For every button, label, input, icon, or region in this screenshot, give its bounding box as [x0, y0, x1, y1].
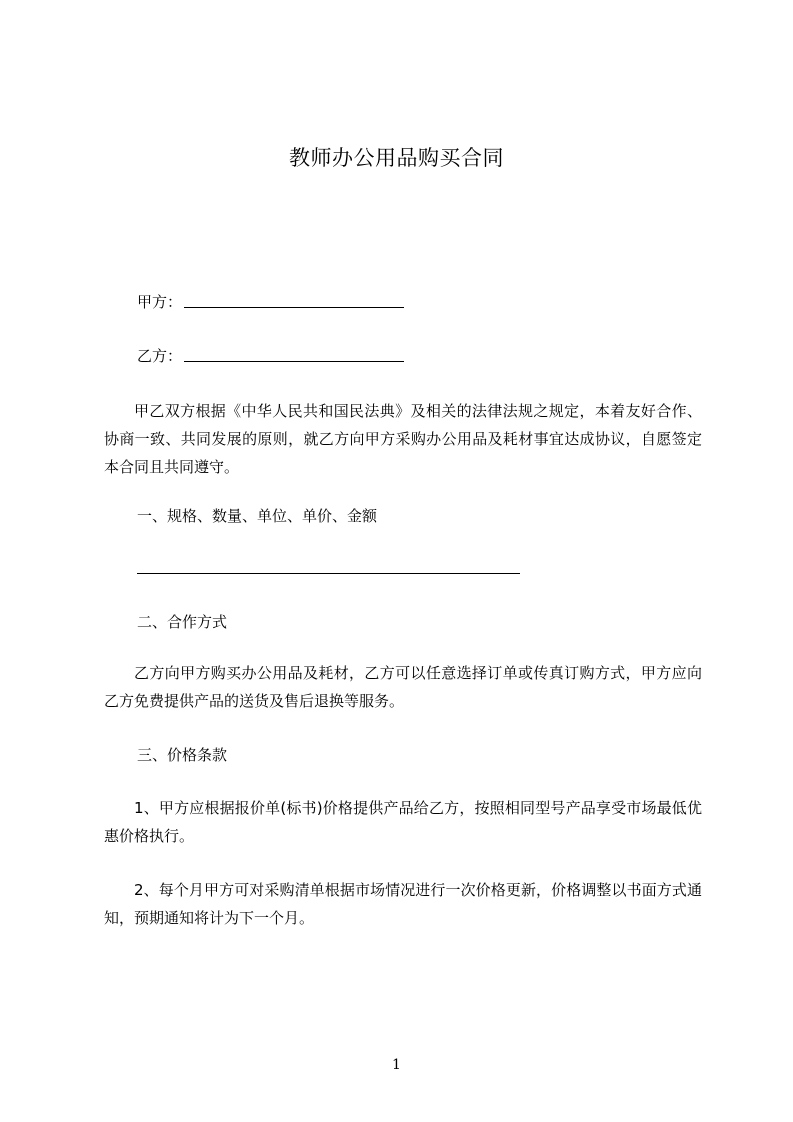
section3-item-1: 1、甲方应根据报价单(标书)价格提供产品给乙方，按照相同型号产品享受市场最低优惠价格执行。	[104, 799, 702, 845]
party-a-line	[137, 291, 404, 313]
party-a-label: 甲方：	[137, 293, 183, 311]
party-b-blank	[184, 345, 404, 362]
page-number: 1	[392, 1057, 401, 1073]
intro-paragraph: 甲乙双方根据《中华人民共和国民法典》及相关的法律法规之规定，本着友好合作、协商一致、共同发展的原则，就乙方向甲方采购办公用品及耗材事宜达成协议，自愿签定本合同且共同遵守。	[104, 402, 702, 476]
section2-paragraph: 乙方向甲方购买办公用品及耗材，乙方可以任意选择订单或传真订购方式，甲方应向乙方免费提供产品的送货及售后退换等服务。	[104, 664, 702, 710]
section3-heading: 三、价格条款	[137, 746, 228, 764]
section3-item-2: 2、每个月甲方可对采购清单根据市场情况进行一次价格更新，价格调整以书面方式通知，预期通知将计为下一个月。	[104, 881, 702, 927]
party-a-blank	[184, 291, 404, 308]
party-b-line	[137, 345, 404, 367]
section1-blank-rule	[137, 573, 520, 574]
section1-heading: 一、规格、数量、单位、单价、金额	[137, 507, 378, 525]
section2-heading: 二、合作方式	[137, 613, 228, 631]
document-title: 教师办公用品购买合同	[289, 146, 504, 170]
party-b-label: 乙方：	[137, 347, 183, 365]
